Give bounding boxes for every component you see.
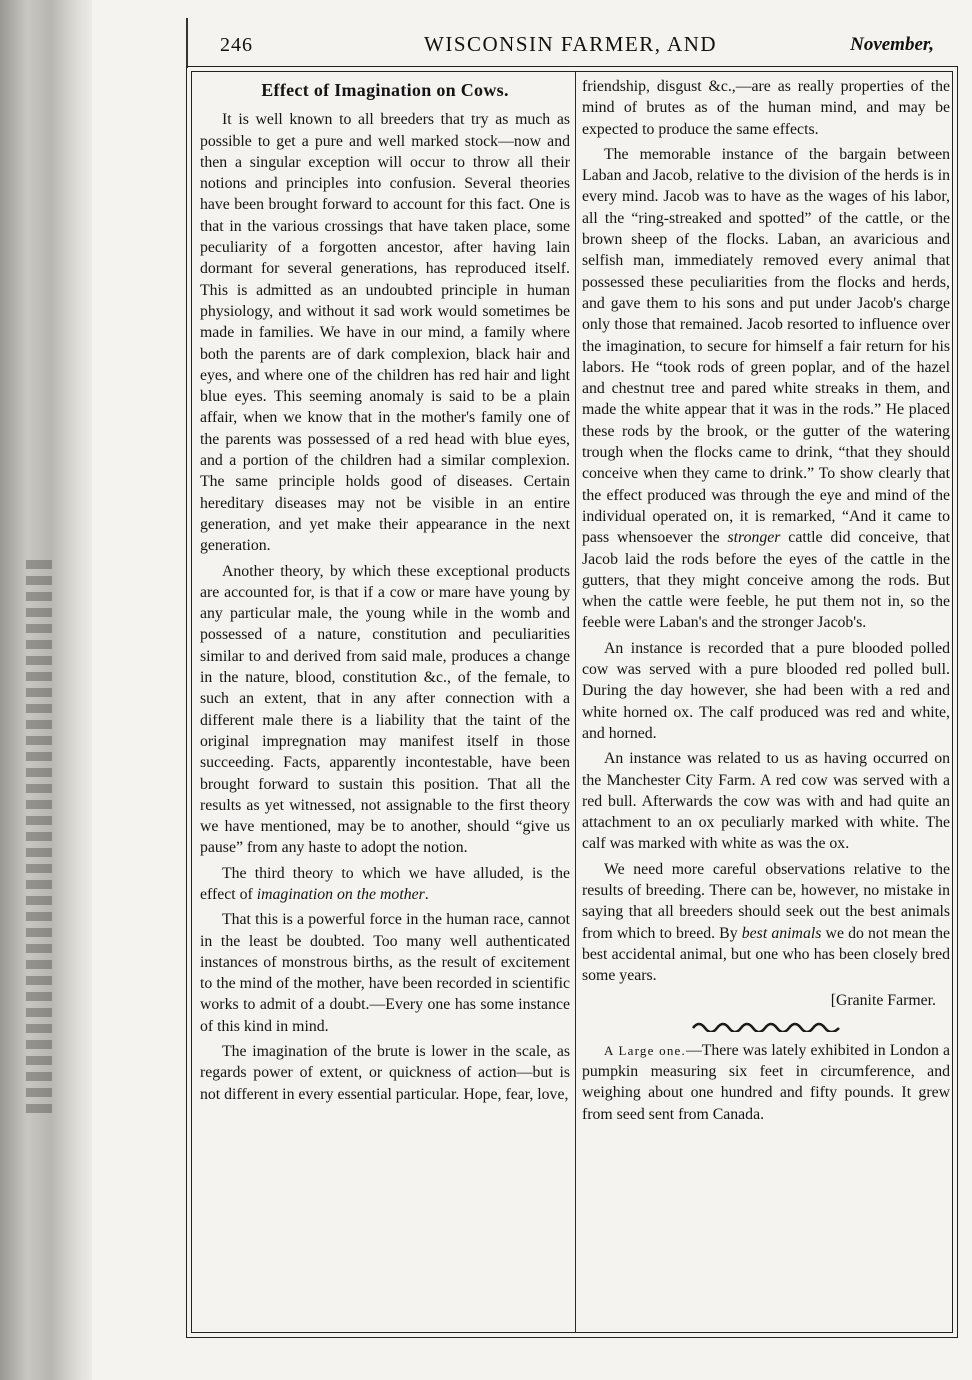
running-header	[186, 32, 958, 62]
paragraph-5-start: The imagination of the brute is lower in the scale, as regards power of extent, or quickness of action—but is not different in every essential particular. Hope, fear, love,	[200, 1043, 570, 1103]
column-divider	[575, 71, 576, 1333]
paragraph-3-emphasis: imagination on the mother	[256, 885, 425, 903]
page-number: 246	[220, 34, 253, 56]
spine-lettering-illegible	[26, 560, 52, 1120]
paragraph-4: That this is a powerful force in the human race, cannot in the least be doubted. Too many well authenticated instances of monstrous births, as the result of excitement to the mind of the mother, have been recorded in scientific works to admit of a doubt.—Every one has some instance of this kind in mind.	[200, 911, 570, 1035]
paragraph-6-emphasis: stronger	[727, 529, 781, 547]
periodical-page	[186, 18, 960, 1338]
paragraph-6-end: cattle did conceive, that Jacob laid the rods before the eyes of the cattle in the gutters, that they might conceive among the rods. But when the cattle were feeble, he put them not in, so the feeble were Laban's and the stronger Jacob's.	[582, 529, 951, 632]
paragraph-8: An instance was related to us as having occurred on the Manchester City Farm. A red cow was served with a red bull. Afterwards the cow was with and had quite an attachment to an ox peculiarly marked with white. The calf was marked with white as was the ox.	[582, 750, 950, 853]
paragraph-3	[200, 863, 570, 906]
paragraph-6-text: The memorable instance of the bargain between Laban and Jacob, relative to the division of the herds is in every mind. Jacob was to have as the wages of his labor, all the “ring-streaked and spotted” of the cattle, or the brown sheep of the flocks. Laban, an avaricious and selfish man, immediately removed every animal that possessed these peculiarities from the flocks and herds, and gave them to his sons and put under Jacob's charge only those that remained. Jacob resorted to influence over the imagination, to secure for himself a fair return for his labors. He “took rods of green poplar, and of the hazel and chestnut tree and pared white streaks in them, and made the white appear that it was in the rods.” He placed these rods by the brook, or the gutter of the watering trough when the flocks came to drink, “that they should conceive when they came to drink.” To show clearly that the effect produced was through the eye and mind of the individual operated on, it is remarked, “And it came to pass whensoever the	[582, 145, 950, 547]
source-credit: [Granite Farmer.	[830, 992, 936, 1010]
paragraph-6	[582, 144, 950, 634]
book-spine-gutter	[0, 0, 92, 1380]
ornamental-rule	[691, 1018, 841, 1032]
paragraph-3-end: .	[424, 885, 429, 903]
paragraph-9	[582, 859, 950, 987]
paragraph-9-emphasis: best animals	[741, 924, 822, 942]
left-column	[200, 76, 570, 1109]
paragraph-5-continued: friendship, disgust &c.,—are as really properties of the mind of brutes as of the human mind, and may be expected to produce the same effects.	[582, 78, 950, 138]
paragraph-9-end: we do not mean the best accidental animal, but one who has been closely bred some years.	[582, 924, 950, 985]
paragraph-9-text: We need more careful observations relative to the results of breeding. There can be, however, no mistake in saying that all breeders should seek out the best animals from which to breed. By	[582, 860, 950, 942]
pumpkin-lead: A Large one.	[604, 1042, 686, 1058]
pumpkin-body: —There was lately exhibited in London a pumpkin measuring six feet in circumference, and weighing about one hundred and fifty pounds. It grew from seed sent from Canada.	[582, 1041, 950, 1123]
paragraph-1: It is well known to all breeders that try as much as possible to get a pure and well marked stock—now and then a singular exception will occur to throw all their notions and principles into confusion. Several theories have been brought forward to account for this fact. One is that in the various crossings that have taken place, some peculiarity of a forgotten ancestor, after having lain dormant for several generations, has reproduced itself. This is admitted as an undoubted principle in human physiology, and without it sad work would sometimes be made in families. We have in our mind, a family where both the parents are of dark complexion, black hair and eyes, and where one of the children has red hair and light blue eyes. This seeming anomaly is said to be a plain affair, when we know that in the mother's family one of the parents was possessed of a red head with blue eyes, and a portion of the children had a similar complexion. The same principle holds good of diseases. Certain hereditary diseases may not be visible in an entire generation, and yet make their appearance in the next generation.	[200, 111, 570, 555]
paragraph-3-text: The third theory to which we have alluded, is the effect of	[200, 864, 570, 903]
pumpkin-item	[582, 1040, 950, 1125]
issue-month: November,	[850, 34, 934, 55]
paragraph-7: An instance is recorded that a pure blooded polled cow was served with a pure blooded red polled bull. During the day however, she had been with a red and white horned ox. The calf produced was red and white, and horned.	[582, 639, 950, 742]
right-column	[582, 76, 950, 1129]
running-title: WISCONSIN FARMER, AND	[424, 32, 718, 56]
article-title: Effect of Imagination on Cows.	[261, 80, 509, 100]
paragraph-2: Another theory, by which these exceptional products are accounted for, is that if a cow or mare have young by any particular male, the young while in the womb and possessed of a nature, constitution and peculiarities similar to and derived from said male, produces a change in the nature, blood, constitution &c., of the female, to such an extent, that in any after connection with a different male there is a liability that the taint of the original impregnation may manifest itself in those succeeding. Facts, apparently incontestable, have been brought forward to sustain this position. That all the results as yet witnessed, not assignable to the first theory we have mentioned, may be to another, should “give us pause” from any haste to adopt the notion.	[200, 562, 570, 857]
